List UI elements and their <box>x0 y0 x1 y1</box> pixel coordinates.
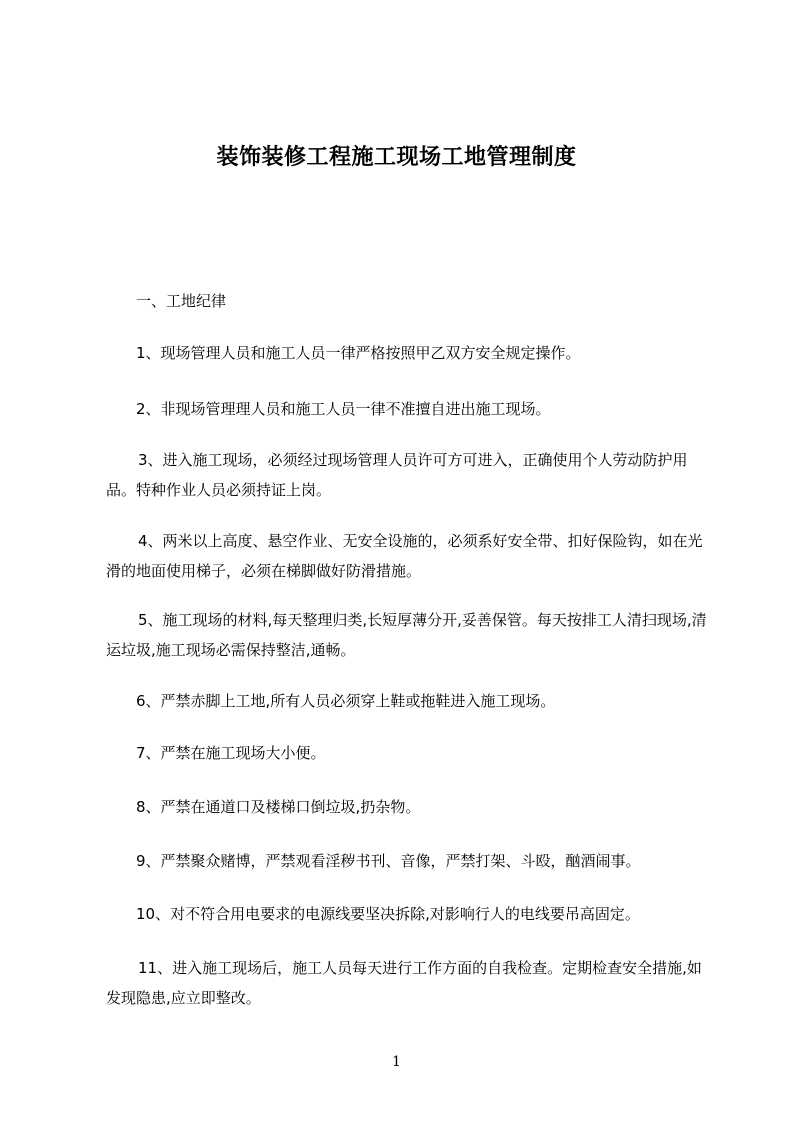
paragraph-10: 10、对不符合用电要求的电源线要坚决拆除,对影响行人的电线要吊高固定。 <box>136 905 640 923</box>
paragraph-3: 3、进入施工现场，必须经过现场管理人员许可方可进入，正确使用个人劳动防护用品。特种作业人员必须持证上岗。 <box>106 451 688 499</box>
section-heading: 一、工地纪律 <box>136 292 227 310</box>
paragraph-9: 9、严禁聚众赌博，严禁观看淫秽书刊、音像，严禁打架、斗殴，酗酒闹事。 <box>136 852 641 870</box>
document-title: 装饰装修工程施工现场工地管理制度 <box>216 145 577 170</box>
paragraph-2: 2、非现场管理理人员和施工人员一律不准擅自进出施工现场。 <box>136 400 551 418</box>
paragraph-7: 7、严禁在施工现场大小便。 <box>136 744 326 762</box>
paragraph-1: 1、现场管理人员和施工人员一律严格按照甲乙双方安全规定操作。 <box>136 344 581 362</box>
paragraph-11: 11、进入施工现场后，施工人员每天进行工作方面的自我检查。定期检查安全措施,如发现隐患,应立即整改。 <box>106 959 702 1007</box>
page-number: 1 <box>392 1054 401 1070</box>
paragraph-5: 5、施工现场的材料,每天整理归类,长短厚薄分开,妥善保管。每天按排工人清扫现场,清运垃圾,施工现场必需保持整洁,通畅。 <box>106 611 707 659</box>
paragraph-8: 8、严禁在通道口及楼梯口倒垃圾,扔杂物。 <box>136 798 421 816</box>
paragraph-6: 6、严禁赤脚上工地,所有人员必须穿上鞋或拖鞋进入施工现场。 <box>136 692 556 710</box>
paragraph-4: 4、两米以上高度、悬空作业、无安全设施的，必须系好安全带、扣好保险钩，如在光滑的地面使用梯子，必须在梯脚做好防滑措施。 <box>106 532 703 580</box>
